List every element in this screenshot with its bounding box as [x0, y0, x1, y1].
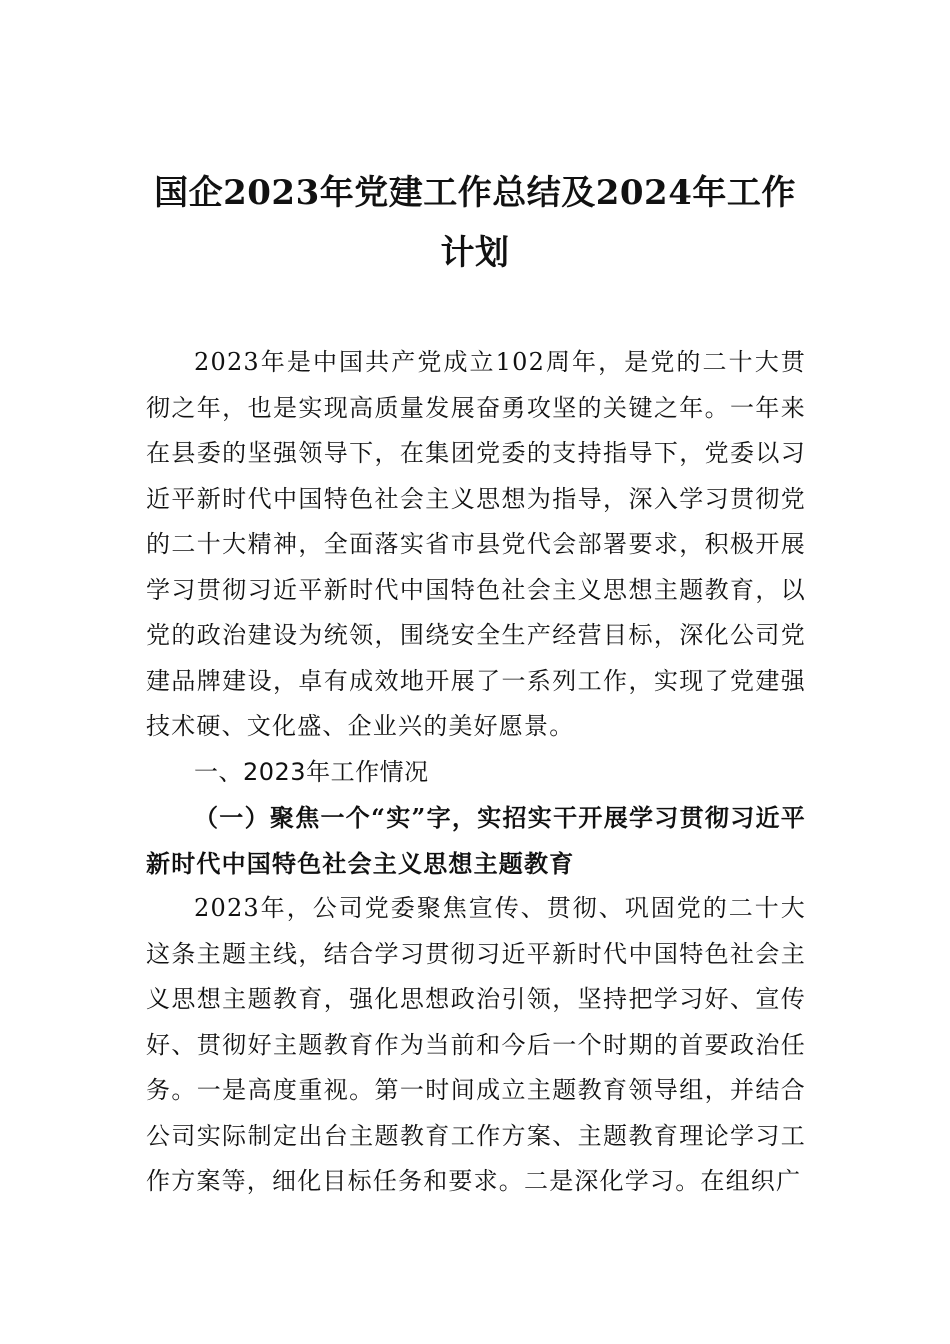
section-paragraph: 2023年，公司党委聚焦宣传、贯彻、巩固党的二十大这条主题主线，结合学习贯彻习近平新时代中国特色社会主义思想主题教育，强化思想政治引领，坚持把学习好、宣传好、贯彻好主题教育作为当前和今后一个时期的首要政治任务。一是高度重视。第一时间成立主题教育领导组，并结合公司实际制定出台主题教育工作方案、主题教育理论学习工作方案等，细化目标任务和要求。二是深化学习。在组织广 — [146, 894, 806, 1195]
document-body — [146, 340, 806, 1205]
intro-paragraph: 2023年是中国共产党成立102周年，是党的二十大贯彻之年，也是实现高质量发展奋勇攻坚的关键之年。一年来在县委的坚强领导下，在集团党委的支持指导下，党委以习近平新时代中国特色社会主义思想为指导，深入学习贯彻党的二十大精神，全面落实省市县党代会部署要求，积极开展学习贯彻习近平新时代中国特色社会主义思想主题教育，以党的政治建设为统领，围绕安全生产经营目标，深化公司党建品牌建设，卓有成效地开展了一系列工作，实现了党建强技术硬、文化盛、企业兴的美好愿景。 — [146, 348, 806, 740]
document-title: 国企2023年党建工作总结及2024年工作计划 — [154, 173, 796, 273]
subsection-heading: （一）聚焦一个“实”字，实招实干开展学习贯彻习近平新时代中国特色社会主义思想主题教育 — [146, 803, 806, 878]
section-heading: 一、2023年工作情况 — [194, 757, 429, 786]
